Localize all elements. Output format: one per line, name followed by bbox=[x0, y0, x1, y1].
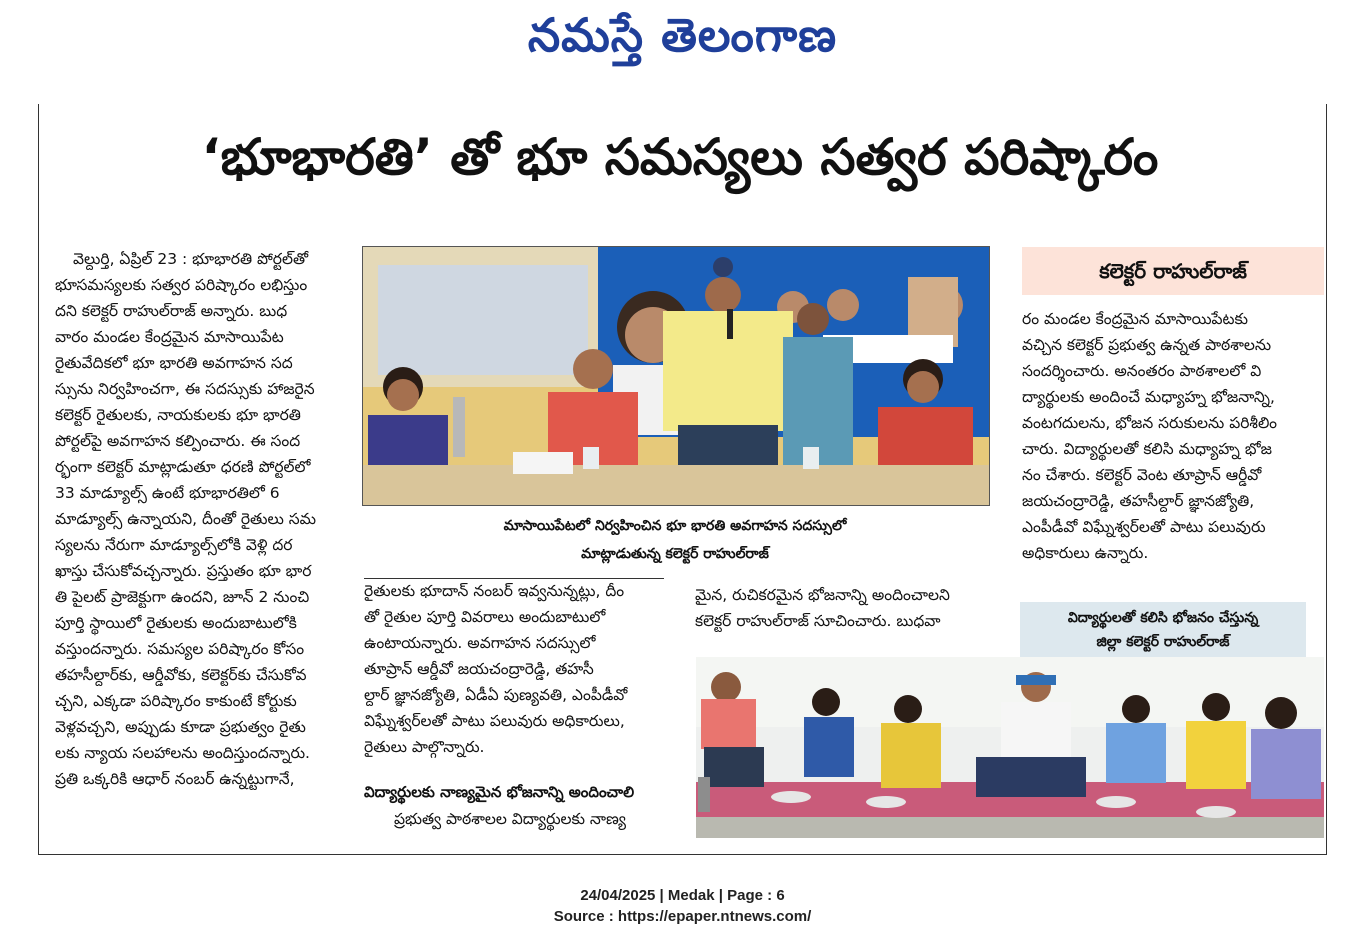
caption-line: మాట్లాడుతున్న కలెక్టర్ రాహుల్‌రాజ్ bbox=[581, 546, 769, 562]
headline: ‘భూభారతి’ తో భూ సమస్యలు సత్వర పరిష్కారం bbox=[201, 128, 1159, 186]
text-line: వస్తుందన్నారు. సమస్యల పరిష్కారం కోసం bbox=[55, 640, 305, 658]
caption-line: విద్యార్థులతో కలిసి భోజనం చేస్తున్న bbox=[1067, 610, 1259, 626]
text-line: కలెక్టర్ రైతులకు, నాయకులకు భూ భారతి bbox=[55, 406, 301, 424]
text-line: ర్భంగా కలెక్టర్ మాట్లాడుతూ ధరణి పోర్టల్‌లో bbox=[55, 458, 311, 476]
text-line: అధికారులు ఉన్నారు. bbox=[1022, 544, 1149, 562]
footer-source-link[interactable]: Source : https://epaper.ntnews.com/ bbox=[553, 908, 812, 925]
left-border bbox=[38, 104, 39, 854]
text-line: కలెక్టర్ రాహుల్‌రాజ్ సూచించారు. బుధవా bbox=[695, 612, 941, 630]
text-line: స్యలను నేరుగా మాడ్యూల్స్‌లోకి వెళ్లి దర bbox=[55, 536, 293, 554]
photo-collector-with-students bbox=[696, 657, 1324, 838]
text-line: చ్చని, ఎక్కడా పరిష్కారం కాకుంటే కోర్టుకు bbox=[55, 692, 297, 710]
column-1 bbox=[55, 246, 341, 792]
collector-name-box: కలెక్టర్ రాహుల్‌రాజ్ bbox=[1022, 247, 1324, 295]
column-3 bbox=[695, 582, 995, 634]
photo-1-caption bbox=[362, 512, 988, 568]
text-line: ఖాస్తు చేసుకోవచ్చన్నారు. ప్రస్తుతం భూ భార bbox=[55, 562, 312, 580]
text-line: భూసమస్యలకు సత్వర పరిష్కారం లభిస్తుం bbox=[55, 276, 308, 294]
text-line: రైతులకు భూదాన్ నంబర్ ఇవ్వనున్నట్లు, దీం bbox=[364, 582, 625, 600]
text-line: తహసీల్దార్‌కు, ఆర్డీవోకు, కలెక్టర్‌కు చేసుకోవ bbox=[55, 666, 307, 684]
text-line: పోర్టల్‌పై అవగాహన కల్పించారు. ఈ సంద bbox=[55, 432, 301, 450]
text-line: స్సును నిర్వహించగా, ఈ సదస్సుకు హాజరైన bbox=[55, 380, 315, 398]
text-line: ల్దార్ జ్ఞానజ్యోతి, ఏడీఏ పుణ్యవతి, ఎంపీడీవో bbox=[364, 686, 628, 704]
caption-line: మాసాయిపేటలో నిర్వహించిన భూ భారతి అవగాహన సదస్సులో bbox=[503, 518, 847, 534]
text-line: వెల్దుర్తి, ఏప్రిల్ 23 : భూభారతి పోర్టల్‌తో bbox=[73, 250, 309, 268]
bottom-border bbox=[38, 854, 1327, 855]
text-line: రైతులు పాల్గొన్నారు. bbox=[364, 738, 485, 756]
photo-2-caption bbox=[1020, 602, 1306, 660]
right-border bbox=[1326, 104, 1327, 854]
text-line: పూర్తి స్థాయిలో రైతులకు అందుబాటులోకి bbox=[55, 614, 297, 632]
text-line: తో రైతుల పూర్తి వివరాలు అందుబాటులో bbox=[364, 608, 606, 626]
text-line: 33 మాడ్యూల్స్ ఉంటే భూభారతిలో 6 bbox=[55, 484, 280, 502]
masthead-logo: నమస్తే తెలంగాణ bbox=[527, 8, 838, 62]
photo-collector-speaking bbox=[362, 246, 990, 506]
text-line: తూప్రాన్ ఆర్డీవో జయచంద్రారెడ్డి, తహసీ bbox=[364, 660, 594, 678]
text-line: వెళ్లవచ్చని, అప్పుడు కూడా ప్రభుత్వం రైతు bbox=[55, 718, 306, 736]
students-photo-illustration bbox=[696, 657, 1324, 838]
caption-line: జిల్లా కలెక్టర్ రాహుల్‌రాజ్ bbox=[1096, 634, 1230, 650]
subheading-student-meals: విద్యార్థులకు నాణ్యమైన భోజనాన్ని అందించాలి bbox=[364, 783, 635, 801]
text-line: చారు. విద్యార్థులతో కలిసి మధ్యాహ్న భోజ bbox=[1022, 440, 1272, 458]
text-line: సందర్శించారు. అనంతరం పాఠశాలలో వి bbox=[1022, 362, 1262, 380]
text-line: వంటగదులను, భోజన సరుకులను పరిశీలిం bbox=[1022, 414, 1278, 432]
text-line: దని కలెక్టర్ రాహుల్‌రాజ్ అన్నారు. బుధ bbox=[55, 302, 288, 320]
text-line: వచ్చిన కలెక్టర్ ప్రభుత్వ ఉన్నత పాఠశాలను bbox=[1022, 336, 1272, 354]
footer-date-edition: 24/04/2025 | Medak | Page : 6 bbox=[580, 887, 785, 904]
text-line: విఘ్నేశ్వర్‌లతో పాటు పలువురు అధికారులు, bbox=[364, 712, 625, 730]
text-line: తి పైలట్ ప్రాజెక్టుగా ఉందని, జూన్ 2 నుంచి bbox=[55, 588, 310, 606]
meeting-photo-illustration bbox=[363, 247, 989, 505]
text-line: రం మండల కేంద్రమైన మాసాయిపేటకు bbox=[1022, 310, 1248, 328]
text-line: రైతువేదికలో భూ భారతి అవగాహన సద bbox=[55, 354, 293, 372]
column-4 bbox=[1022, 306, 1324, 566]
text-line: ద్యార్థులకు అందించే మధ్యాహ్న భోజనాన్ని, bbox=[1022, 388, 1275, 406]
text-line: నం చేశారు. కలెక్టర్ వెంట తూప్రాన్ ఆర్డీవో bbox=[1022, 466, 1262, 484]
text-line: ప్రతి ఒక్కరికి ఆధార్ నంబర్ ఉన్నట్టుగానే, bbox=[55, 770, 295, 788]
text-line: ఎంపీడీవో విఘ్నేశ్వర్‌లతో పాటు పలువురు bbox=[1022, 518, 1266, 536]
column-2-continued bbox=[364, 806, 666, 832]
text-line: వారం మండల కేంద్రమైన మాసాయిపేట bbox=[55, 328, 284, 346]
text-line: లకు న్యాయ సలహాలను అందిస్తుందన్నారు. bbox=[55, 744, 310, 762]
text-line: ప్రభుత్వ పాఠశాలల విద్యార్థులకు నాణ్య bbox=[394, 810, 626, 828]
column-2 bbox=[364, 578, 666, 760]
text-line: జయచంద్రారెడ్డి, తహసీల్దార్ జ్ఞానజ్యోతి, bbox=[1022, 492, 1255, 510]
text-line: మైన, రుచికరమైన భోజనాన్ని అందించాలని bbox=[695, 586, 950, 604]
text-line: మాడ్యూల్స్ ఉన్నాయని, దీంతో రైతులు సమ bbox=[55, 510, 317, 528]
text-line: ఉంటాయన్నారు. అవగాహన సదస్సులో bbox=[364, 634, 596, 652]
